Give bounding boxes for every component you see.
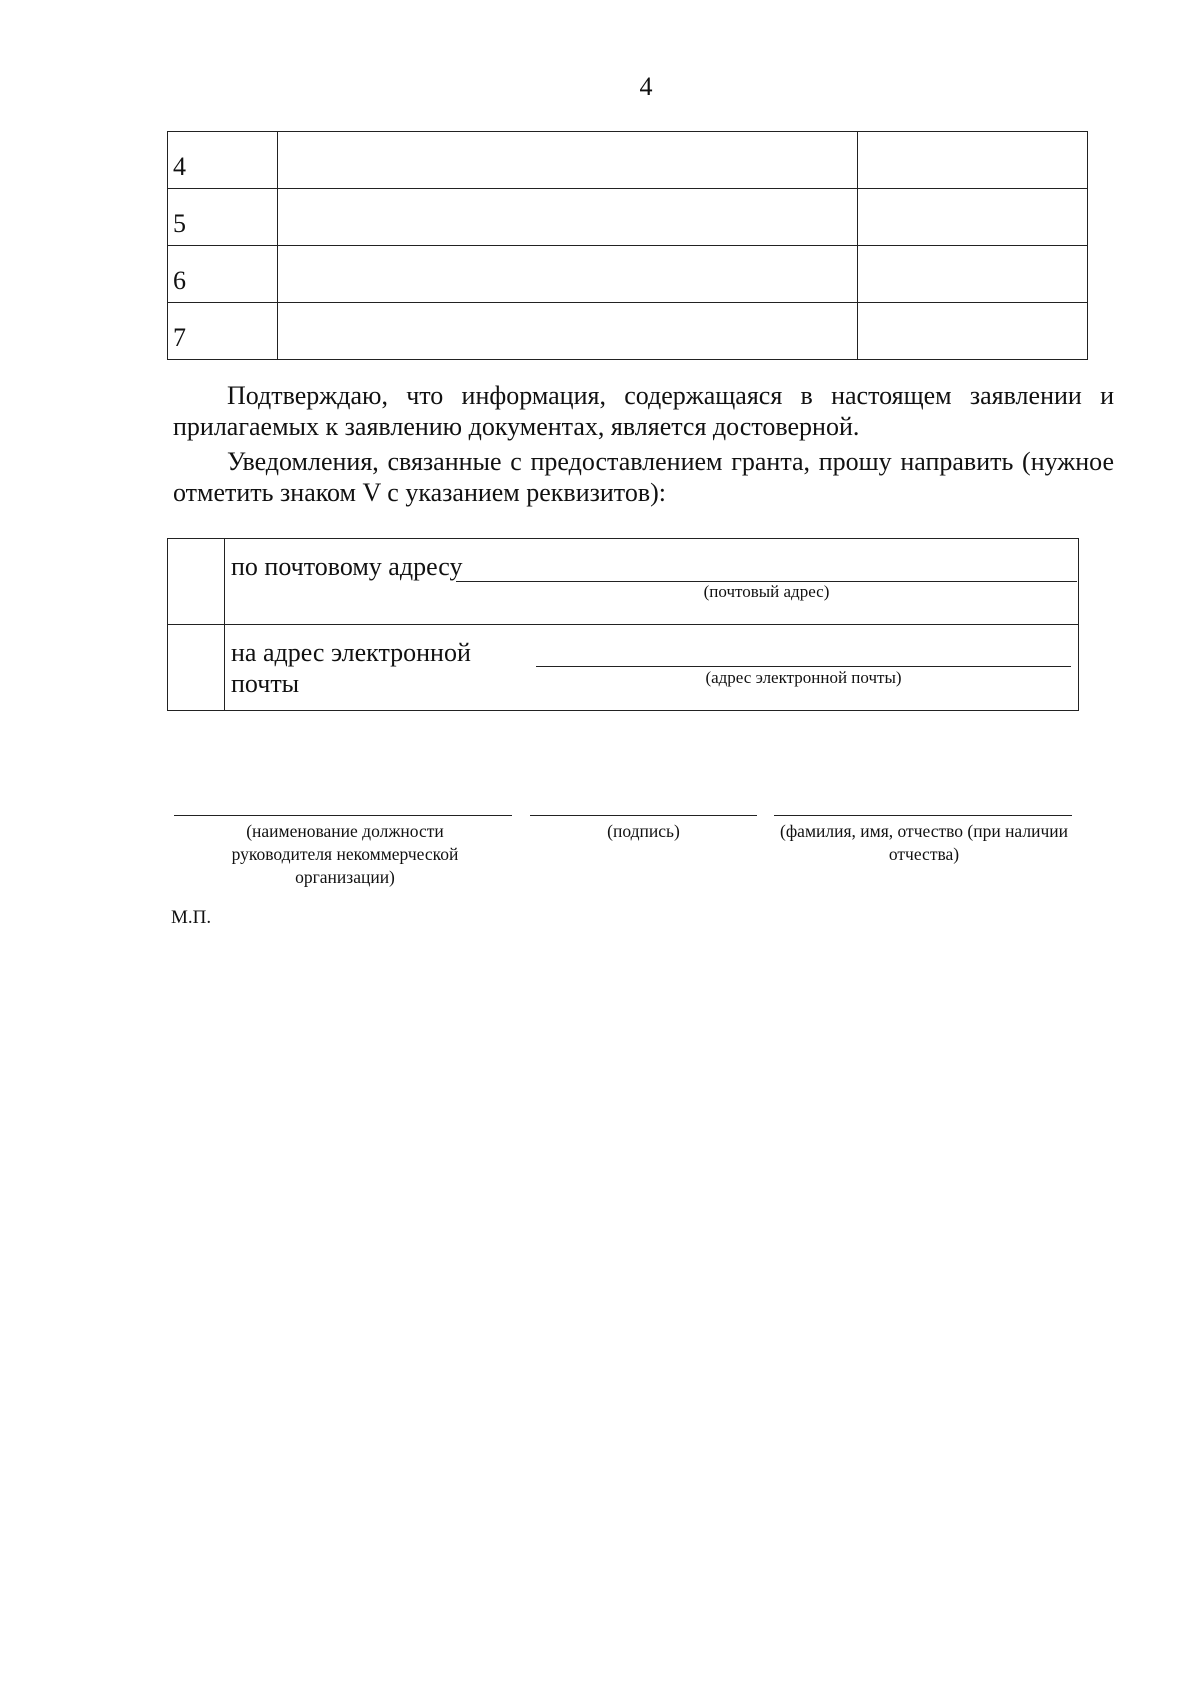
page-number: 4 (639, 72, 653, 101)
email-address-caption: (адрес электронной почты) (705, 668, 902, 687)
notification-options-table (167, 538, 1079, 711)
signature-caption: (подпись) (607, 821, 680, 841)
notify-option-postal (168, 539, 1079, 625)
document-name-cell[interactable] (278, 246, 858, 303)
row-number: 4 (168, 132, 278, 189)
document-pages-cell[interactable] (858, 189, 1088, 246)
document-name-cell[interactable] (278, 132, 858, 189)
documents-table (167, 131, 1088, 360)
confirmation-paragraph: Подтверждаю, что информация, содержащаяся в настоящем заявлении и прилагаемых к заявлению документах, является достоверной. (173, 381, 1114, 441)
notify-option-email (168, 625, 1079, 711)
table-row (168, 189, 1088, 246)
position-signature-line[interactable] (174, 815, 512, 816)
table-row (168, 246, 1088, 303)
postal-address-caption: (почтовый адрес) (703, 582, 830, 601)
postal-checkbox[interactable] (168, 539, 225, 625)
signature-line[interactable] (530, 815, 757, 816)
document-pages-cell[interactable] (858, 246, 1088, 303)
row-number: 7 (168, 303, 278, 360)
full-name-caption: (фамилия, имя, отчество (при наличии отчества) (780, 821, 1068, 864)
postal-option-label: по почтовому адресу (231, 552, 463, 581)
document-pages-cell[interactable] (858, 132, 1088, 189)
email-checkbox[interactable] (168, 625, 225, 711)
email-option-label: на адрес электронной почты (231, 638, 471, 698)
row-number: 6 (168, 246, 278, 303)
position-caption: (наименование должности руководителя некоммерческой организации) (231, 821, 459, 887)
document-name-cell[interactable] (278, 189, 858, 246)
email-details-cell (225, 625, 1079, 711)
notification-paragraph: Уведомления, связанные с предоставлением гранта, прошу направить (нужное отметить знаком V с указанием реквизитов): (173, 447, 1114, 507)
table-row (168, 132, 1088, 189)
stamp-place-label: М.П. (171, 907, 212, 928)
table-row (168, 303, 1088, 360)
email-address-field[interactable] (536, 666, 1071, 667)
row-number: 5 (168, 189, 278, 246)
postal-details-cell (225, 539, 1079, 625)
full-name-signature-line[interactable] (774, 815, 1072, 816)
document-pages-cell[interactable] (858, 303, 1088, 360)
document-name-cell[interactable] (278, 303, 858, 360)
